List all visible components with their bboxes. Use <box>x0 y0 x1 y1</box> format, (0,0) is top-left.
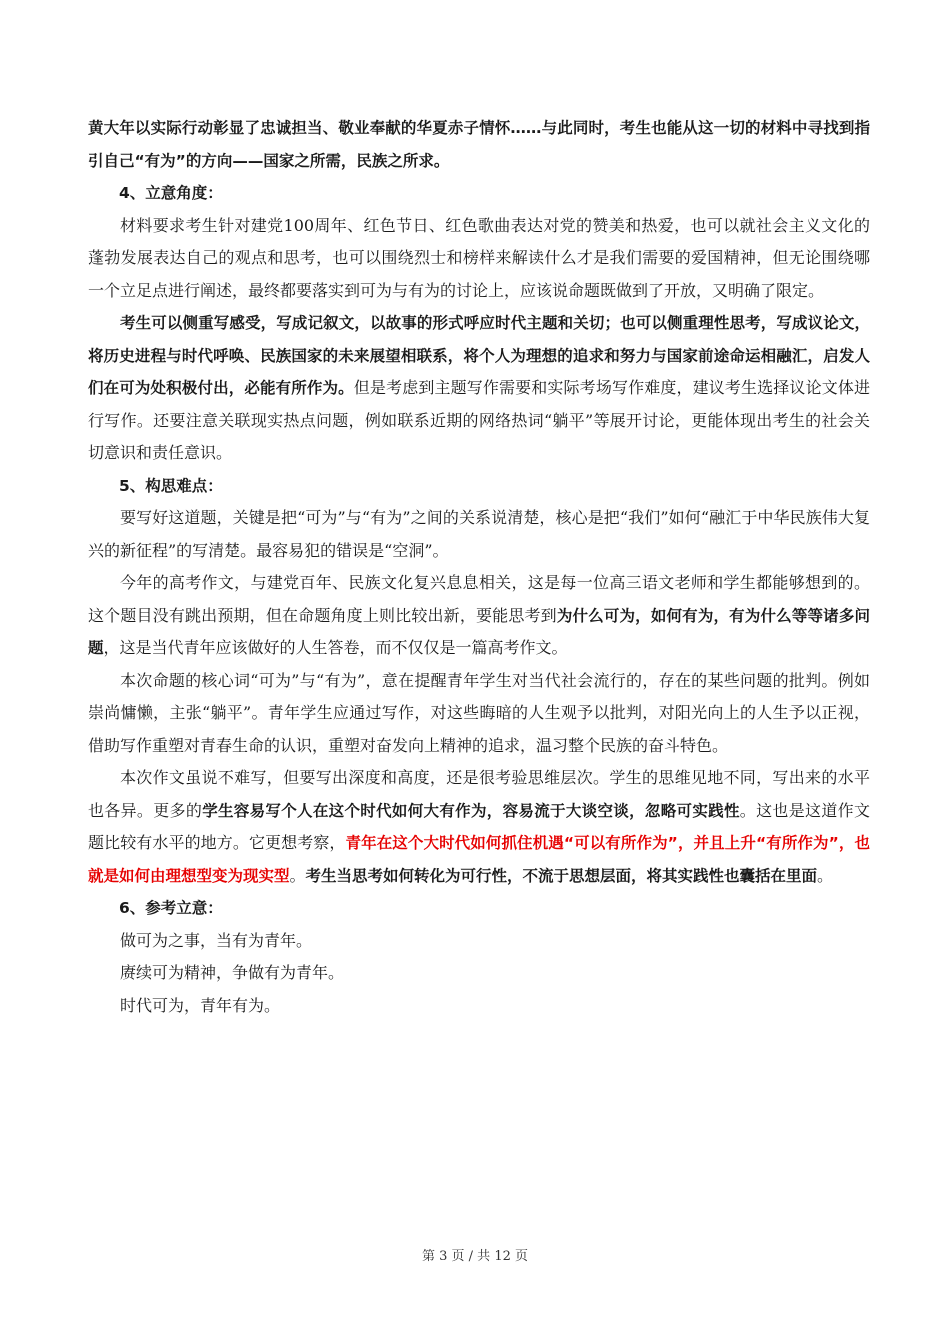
section-5-paragraph-4-d: 。 <box>817 865 834 885</box>
section-6-heading: 6、参考立意： <box>119 899 223 917</box>
section-5-heading: 5、构思难点： <box>119 476 223 495</box>
reference-idea-item: 做可为之事，当有为青年。 <box>120 930 313 950</box>
section-5-paragraph-2-bold: 为什么可为，如何有为，有为什么等等诸多问题 <box>88 606 870 657</box>
section-5-paragraph-2-a: 今年的高考作文，与建党百年、民族文化复兴息息相关，这是每一位高三语文老师和学生都能够想到的。这个题目没有跳出预期，但在命题角度上则比较出新，要能思考到 <box>88 573 870 625</box>
section-4-paragraph-2-rest: 但是考虑到主题写作需要和实际考场写作难度，建议考生选择议论文体进行写作。还要注意关联现实热点问题，例如联系近期的网络热词“躺平”等展开讨论，更能体现出考生的社会关切意识和责任意识。 <box>88 378 870 462</box>
section-5-paragraph-2-b: ，这是当代青年应该做好的人生答卷，而不仅仅是一篇高考作文。 <box>103 638 568 657</box>
intro-paragraph: 黄大年以实际行动彰显了忠诚担当、敬业奉献的华夏赤子情怀……与此同时，考生也能从这一切的材料中寻找到指引自己“有为”的方向——国家之所需，民族之所求。 <box>88 119 870 170</box>
section-4-paragraph-2 <box>88 307 870 470</box>
section-4-paragraph-2-bold: 考生可以侧重写感受，写成记叙文，以故事的形式呼应时代主题和关切；也可以侧重理性思考，写成议论文，将历史进程与时代呼唤、民族国家的未来展望相联系，将个人为理想的追求和努力与国家前途命运相融汇，启发人们在可为处积极付出，必能有所作为。 <box>88 314 870 397</box>
section-5-paragraph-4-bold-2: 考生当思考如何转化为可行性，不流于思想层面，将其实践性也囊括在里面 <box>305 866 818 885</box>
section-4-paragraph-1: 材料要求考生针对建党100周年、红色节日、红色歌曲表达对党的赞美和热爱，也可以就社会主义文化的蓬勃发展表达自己的观点和思考，也可以围绕烈士和榜样来解读什么才是我们需要的爱国精神，但无论围绕哪一个立足点进行阐述，最终都要落实到可为与有为的讨论上，应该说命题既做到了开放，又明确了限定。 <box>88 215 870 300</box>
section-5-paragraph-4-b: 。这也是这道作文题比较有水平的地方。它更想考察， <box>88 800 870 852</box>
section-5-paragraph-3: 本次命题的核心词“可为”与“有为”，意在提醒青年学生对当代社会流行的，存在的某些问题的批判。例如崇尚慵懒，主张“躺平”。青年学生应通过写作，对这些晦暗的人生观予以批判，对阳光向上的人生予以正视，借助写作重塑对青春生命的认识，重塑对奋发向上精神的追求，温习整个民族的奋斗特色。 <box>88 670 870 755</box>
reference-idea-item: 时代可为，青年有为。 <box>120 995 281 1015</box>
section-5-paragraph-4-bold-1: 学生容易写个人在这个时代如何大有作为，容易流于大谈空谈，忽略可实践性 <box>202 801 740 820</box>
section-5-paragraph-4-red: 青年在这个大时代如何抓住机遇“可以有所作为”，并且上升“有所作为”，也就是如何由理想型变为现实型 <box>88 834 870 885</box>
section-5-paragraph-4-a: 本次作文虽说不难写，但要写出深度和高度，还是很考验思维层次。学生的思维见地不同，写出来的水平也各异。更多的 <box>88 768 870 820</box>
page-footer: 第 3 页 / 共 12 页 <box>422 1249 528 1264</box>
section-5-paragraph-1: 要写好这道题，关键是把“可为”与“有为”之间的关系说清楚，核心是把“我们”如何“融汇于中华民族伟大复兴的新征程”的写清楚。最容易犯的错误是“空洞”。 <box>88 508 870 560</box>
section-5-paragraph-4 <box>88 762 870 892</box>
document-page <box>88 112 870 1022</box>
section-5-paragraph-2 <box>88 567 870 665</box>
section-5-paragraph-4-c: 。 <box>289 865 306 885</box>
section-4-heading: 4、立意角度： <box>119 184 223 202</box>
reference-idea-item: 赓续可为精神，争做有为青年。 <box>120 963 345 982</box>
